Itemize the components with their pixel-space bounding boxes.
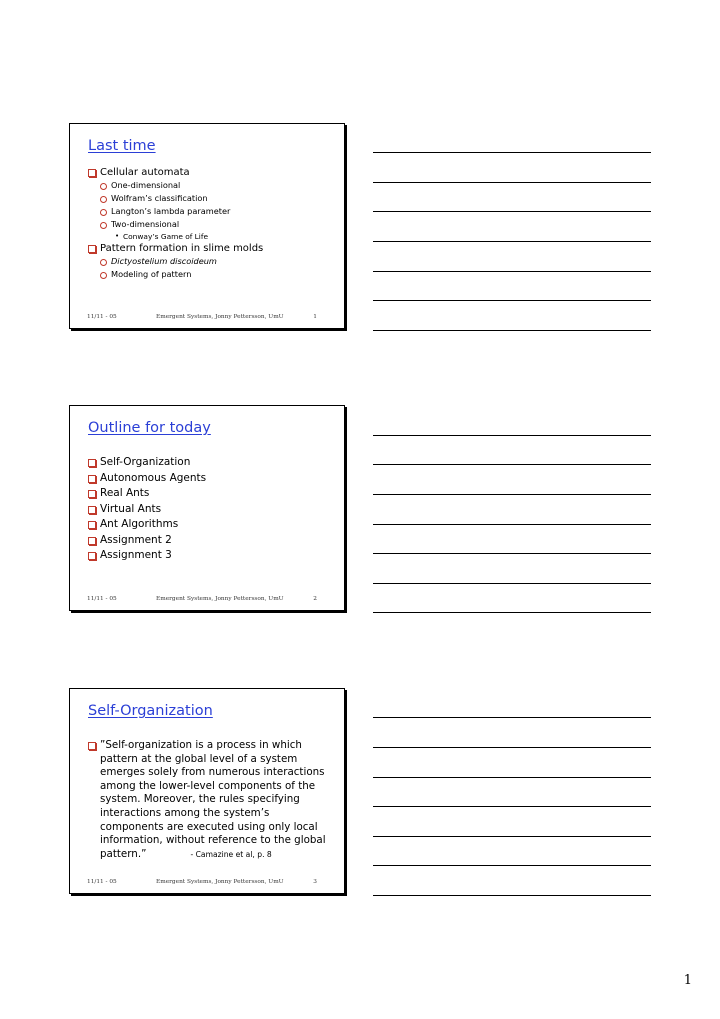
- footer-credit: Emergent Systems, Jonny Pettersson, UmU: [156, 879, 284, 885]
- note-line: [373, 494, 651, 495]
- bullet-item: Autonomous Agents: [87, 471, 334, 487]
- note-line: [373, 330, 651, 331]
- slide-title: Outline for today: [88, 420, 211, 436]
- note-line: [373, 717, 651, 718]
- note-line: [373, 806, 651, 807]
- note-line: [373, 865, 651, 866]
- bullet-item: Virtual Ants: [87, 502, 334, 518]
- sub-bullet-item: Dictyostelium discoideum: [87, 255, 334, 268]
- footer-date: 11/11 - 05: [87, 314, 117, 320]
- slide-number: 2: [313, 596, 317, 602]
- note-line: [373, 524, 651, 525]
- bullet-list: [87, 455, 334, 564]
- slide-title: Last time: [88, 138, 156, 154]
- quote-text: ”Self-organization is a process in which pattern at the global level of a system emerges solely from numerous interactions among the lower-level components of the system. Moreover, the rules specifying interactions among the system’s components are executed using only local information, without reference to the global pattern.”: [100, 739, 326, 860]
- sub-bullet-item: One-dimensional: [87, 179, 334, 192]
- bullet-item: Self-Organization: [87, 455, 334, 471]
- note-line: [373, 747, 651, 748]
- sub-bullet-item: Modeling of pattern: [87, 268, 334, 281]
- bullet-item: Pattern formation in slime molds: [87, 242, 334, 255]
- bullet-list: [87, 166, 334, 281]
- note-line: [373, 211, 651, 212]
- note-line: [373, 895, 651, 896]
- note-line: [373, 464, 651, 465]
- bullet-item: Ant Algorithms: [87, 517, 334, 533]
- note-line: [373, 553, 651, 554]
- page-number: 1: [683, 973, 692, 988]
- footer-date: 11/11 - 05: [87, 596, 117, 602]
- note-line: [373, 300, 651, 301]
- slide-number: 3: [313, 879, 317, 885]
- quote-bullet: [87, 739, 335, 861]
- footer-credit: Emergent Systems, Jonny Pettersson, UmU: [156, 314, 284, 320]
- sub-bullet-item: Wolfram’s classification: [87, 192, 334, 205]
- bullet-item: Assignment 3: [87, 548, 334, 564]
- sub-sub-bullet-item: • Conway’s Game of Life: [87, 231, 334, 242]
- note-line: [373, 777, 651, 778]
- slide-3: [69, 688, 345, 894]
- footer-credit: Emergent Systems, Jonny Pettersson, UmU: [156, 596, 284, 602]
- note-line: [373, 583, 651, 584]
- slide-1: [69, 123, 345, 329]
- slide-title: Self-Organization: [88, 703, 213, 719]
- note-line: [373, 836, 651, 837]
- slide-footer: [70, 596, 344, 606]
- note-line: [373, 182, 651, 183]
- note-line: [373, 241, 651, 242]
- quote-attribution: - Camazine et al, p. 8: [190, 849, 272, 859]
- note-line: [373, 271, 651, 272]
- bullet-item: Assignment 2: [87, 533, 334, 549]
- bullet-item: Cellular automata: [87, 166, 334, 179]
- bullet-item: Real Ants: [87, 486, 334, 502]
- note-line: [373, 612, 651, 613]
- note-line: [373, 152, 651, 153]
- sub-bullet-item: Langton’s lambda parameter: [87, 205, 334, 218]
- note-line: [373, 435, 651, 436]
- slide-footer: [70, 879, 344, 889]
- slide-2: [69, 405, 345, 611]
- slide-footer: [70, 314, 344, 324]
- slide-number: 1: [313, 314, 317, 320]
- footer-date: 11/11 - 05: [87, 879, 117, 885]
- sub-bullet-item: Two-dimensional: [87, 218, 334, 231]
